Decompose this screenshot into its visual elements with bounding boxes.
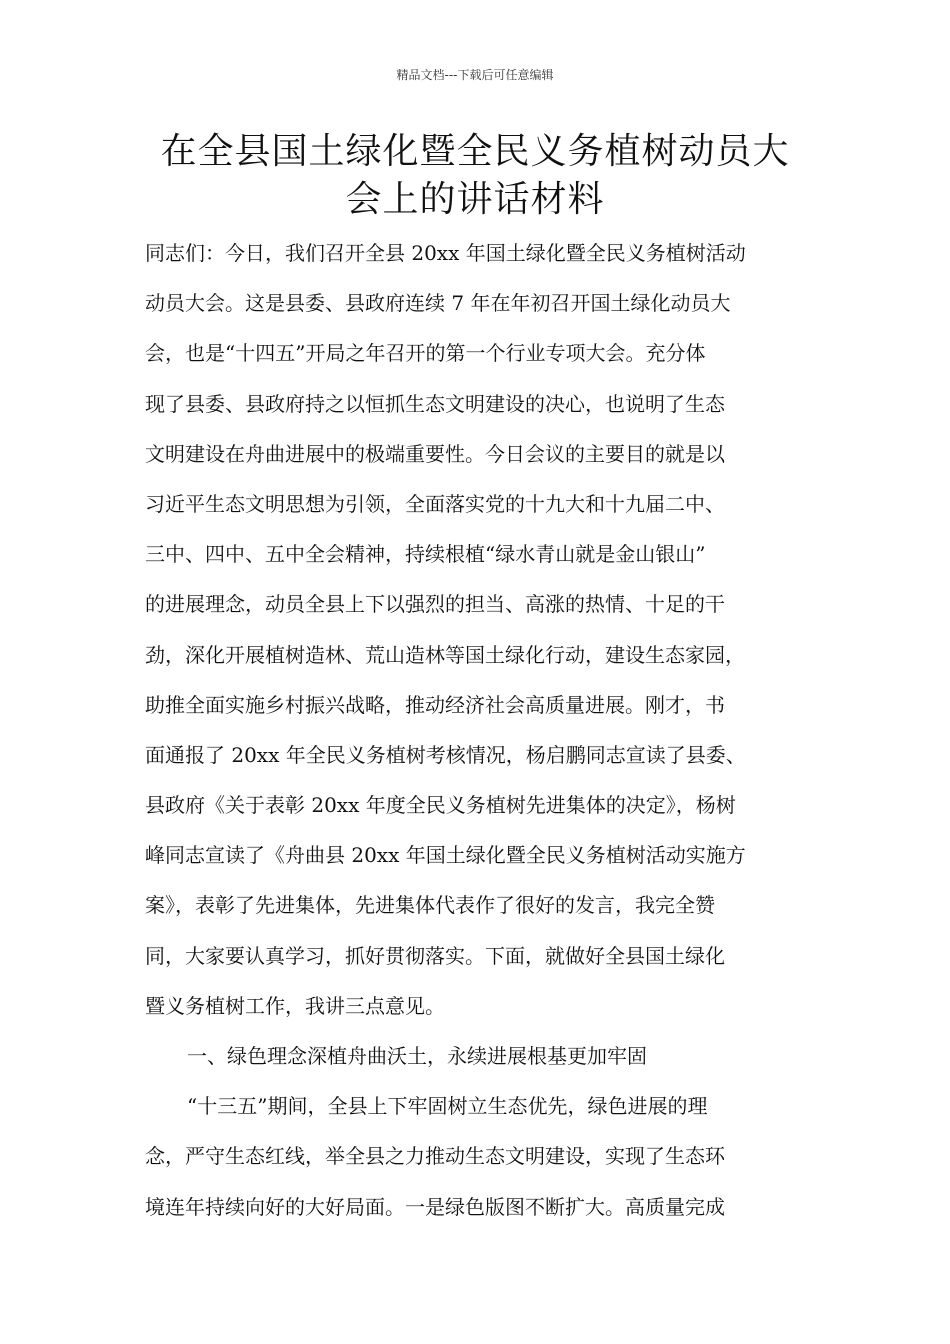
paragraph-line: 三中、四中、五中全会精神，持续根植“绿水青山就是金山银山” bbox=[145, 542, 706, 567]
paragraph-line: 念，严守生态红线，举全县之力推动生态文明建设，实现了生态环 bbox=[145, 1144, 725, 1169]
paragraph-line: 动员大会。这是县委、县政府连续 7 年在年初召开国土绿化动员大 bbox=[145, 291, 731, 316]
paragraph-line: 案》，表彰了先进集体，先进集体代表作了很好的发言，我完全赞 bbox=[145, 893, 715, 918]
paragraph-line: “十三五”期间，全县上下牢固树立生态优先，绿色进展的理 bbox=[187, 1094, 708, 1119]
title-line: 在全县国土绿化暨全民义务植树动员大 bbox=[160, 131, 790, 172]
header-note: 精品文档---下载后可任意编辑 bbox=[396, 68, 554, 82]
paragraph-line: 面通报了 20xx 年全民义务植树考核情况，杨启鹏同志宣读了县委、 bbox=[145, 742, 746, 767]
paragraph-line: 境连年持续向好的大好局面。一是绿色版图不断扩大。高质量完成 bbox=[145, 1194, 725, 1219]
paragraph-line: 现了县委、县政府持之以恒抓生态文明建设的决心，也说明了生态 bbox=[145, 391, 725, 416]
section-heading: 一、绿色理念深植舟曲沃土，永续进展根基更加牢固 bbox=[187, 1044, 647, 1068]
document-title bbox=[120, 128, 830, 224]
paragraph-line: 峰同志宣读了《舟曲县 20xx 年国土绿化暨全民义务植树活动实施方 bbox=[145, 843, 746, 868]
paragraph-line: 暨义务植树工作，我讲三点意见。 bbox=[145, 993, 445, 1018]
body-text bbox=[145, 228, 825, 1232]
paragraph-line: 助推全面实施乡村振兴战略，推动经济社会高质量进展。刚才，书 bbox=[145, 692, 725, 717]
paragraph-line: 文明建设在舟曲进展中的极端重要性。今日会议的主要目的就是以 bbox=[145, 441, 725, 466]
paragraph-line: 县政府《关于表彰 20xx 年度全民义务植树先进集体的决定》，杨树 bbox=[145, 793, 736, 818]
paragraph-line: 的进展理念，动员全县上下以强烈的担当、高涨的热情、十足的干 bbox=[145, 592, 725, 617]
paragraph-line: 同，大家要认真学习，抓好贯彻落实。下面，就做好全县国土绿化 bbox=[145, 943, 725, 968]
paragraph-line: 劲，深化开展植树造林、荒山造林等国土绿化行动，建设生态家园， bbox=[145, 642, 745, 667]
paragraph-line: 同志们：今日，我们召开全县 20xx 年国土绿化暨全民义务植树活动 bbox=[145, 241, 746, 265]
paragraph-line: 习近平生态文明思想为引领，全面落实党的十九大和十九届二中、 bbox=[145, 491, 725, 516]
paragraph-line: 会，也是“十四五”开局之年召开的第一个行业专项大会。充分体 bbox=[145, 341, 706, 366]
title-line: 会上的讲话材料 bbox=[345, 179, 605, 220]
